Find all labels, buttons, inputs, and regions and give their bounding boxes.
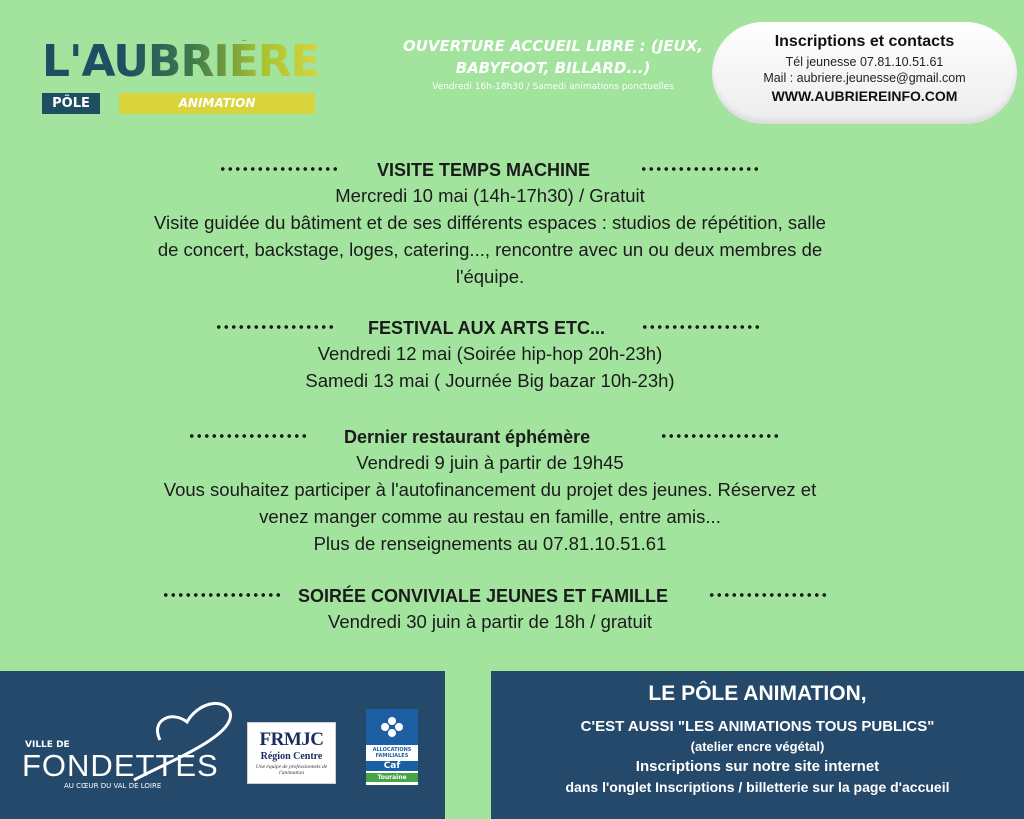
opening-info xyxy=(388,35,718,92)
event-line: Plus de renseignements au 07.81.10.51.61 xyxy=(313,533,667,554)
event-restaurant-ephemere xyxy=(0,425,980,557)
event-title: SOIRÉE CONVIVIALE JEUNES ET FAMILLE xyxy=(298,586,669,606)
contact-phone: Tél jeunesse 07.81.10.51.61 xyxy=(785,55,944,69)
event-title: FESTIVAL AUX ARTS ETC... xyxy=(368,318,606,338)
fondettes-name: FONDETTES xyxy=(22,748,219,783)
caf-logo xyxy=(366,709,418,785)
dots-divider-right xyxy=(641,320,761,334)
event-line: Vendredi 30 juin à partir de 18h / gratuit xyxy=(328,611,652,632)
event-line: de concert, backstage, loges, catering..., rencontre avec un ou deux membres de xyxy=(157,239,823,260)
aubriere-logo xyxy=(42,36,320,118)
dots-divider-right xyxy=(708,588,828,602)
logo-title: L'AUBRIÈRE xyxy=(42,36,320,87)
footer-line: (atelier encre végétal) xyxy=(690,739,825,754)
event-line: Mercredi 10 mai (14h-17h30) / Gratuit xyxy=(335,185,645,206)
event-visite-temps-machine xyxy=(0,158,980,290)
frmjc-tagline: Une équipe de professionnels de l'animation xyxy=(255,764,328,776)
fondettes-ville: VILLE DE xyxy=(25,740,70,750)
dots-divider-left xyxy=(215,320,335,334)
logo-animation-label: ANIMATION xyxy=(119,93,315,114)
event-line: venez manger comme au restau en famille, entre amis... xyxy=(259,506,721,527)
event-line: Vendredi 12 mai (Soirée hip-hop 20h-23h) xyxy=(317,343,663,364)
event-line: l'équipe. xyxy=(455,266,525,287)
footer-line: dans l'onglet Inscriptions / billetterie sur la page d'accueil xyxy=(565,779,950,795)
event-line: Vous souhaitez participer à l'autofinancement du projet des jeunes. Réservez et xyxy=(163,479,817,500)
caf-label: Caf xyxy=(366,761,418,771)
contact-box xyxy=(712,22,1017,124)
event-line: Visite guidée du bâtiment et de ses différents espaces : studios de répétition, salle xyxy=(154,212,826,233)
footer-title: LE PÔLE ANIMATION, xyxy=(648,682,867,705)
dots-divider-left xyxy=(162,588,282,602)
footer-line: C'EST AUSSI "LES ANIMATIONS TOUS PUBLICS" xyxy=(580,718,935,735)
contact-title: Inscriptions et contacts xyxy=(774,33,955,50)
footer-info xyxy=(491,671,1024,819)
frmjc-name: FRMJC xyxy=(259,729,324,750)
frmjc-logo xyxy=(247,722,336,784)
contact-mail: Mail : aubriere.jeunesse@gmail.com xyxy=(763,71,966,85)
event-title: Dernier restaurant éphémère xyxy=(344,427,591,447)
fondettes-logo xyxy=(22,700,237,790)
fondettes-tagline: AU CŒUR DU VAL DE LOIRE xyxy=(64,782,162,790)
event-line: Vendredi 9 juin à partir de 19h45 xyxy=(356,452,624,473)
opening-schedule: Vendredi 16h-18h30 / Samedi animations ponctuelles xyxy=(432,82,674,92)
dots-divider-left xyxy=(188,429,308,443)
opening-title: OUVERTURE ACCUEIL LIBRE : (JEUX, BABYFOOT, BILLARD...) xyxy=(403,37,703,77)
frmjc-region: Région Centre xyxy=(260,751,323,762)
contact-website: WWW.AUBRIEREINFO.COM xyxy=(771,88,958,104)
caf-emblem-icon xyxy=(366,709,418,745)
event-line: Samedi 13 mai ( Journée Big bazar 10h-23h) xyxy=(305,370,675,391)
event-festival-aux-arts xyxy=(0,316,980,394)
dots-divider-right xyxy=(660,429,780,443)
dots-divider-right xyxy=(640,162,760,176)
footer-line: Inscriptions sur notre site internet xyxy=(635,758,880,775)
caf-allocations: ALLOCATIONS FAMILIALES xyxy=(372,747,412,759)
event-soiree-conviviale xyxy=(0,584,980,635)
event-title: VISITE TEMPS MACHINE xyxy=(377,160,591,180)
caf-region: Touraine xyxy=(366,773,418,782)
logo-pole-label: PÔLE xyxy=(42,93,100,114)
dots-divider-left xyxy=(219,162,339,176)
